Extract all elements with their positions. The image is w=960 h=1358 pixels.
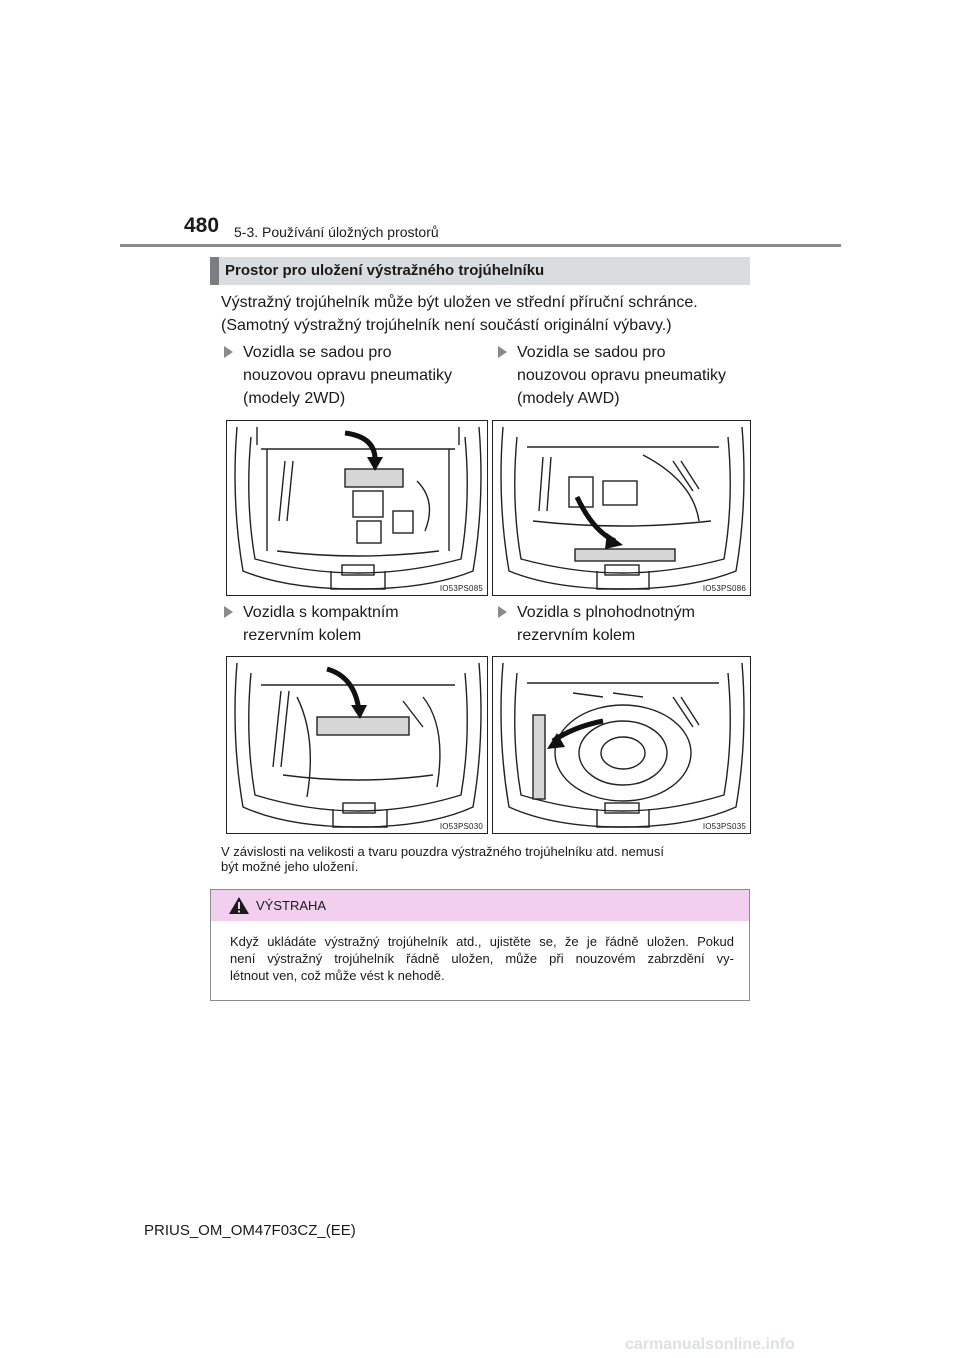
warning-header (211, 890, 749, 921)
figure-compact-spare (226, 656, 488, 834)
warning-box (210, 889, 750, 1001)
luggage-area-illustration (493, 657, 752, 835)
figure-code: IO53PS085 (439, 584, 483, 593)
bullet-triangle-icon (498, 346, 507, 358)
triangle-storage-slot (345, 469, 403, 487)
heading-stripe (210, 257, 219, 285)
bullet-triangle-icon (224, 346, 233, 358)
section-title: 5-3. Používání úložných prostorů (234, 224, 439, 240)
triangle-storage-slot (317, 717, 409, 735)
note-line-1: V závislosti na velikosti a tvaru pouzdra výstražného trojúhelníku atd. nemusí (221, 844, 664, 859)
page-number: 480 (184, 214, 220, 237)
luggage-area-illustration (493, 421, 752, 597)
pointer-arrow-icon (577, 497, 615, 541)
figure-code: IO53PS030 (439, 822, 483, 831)
warning-line-3: létnout ven, což může vést k nehodě. (230, 968, 445, 983)
variant-label-2wd: Vozidla se sadou pro nouzovou opravu pneumatiky (modely 2WD) (243, 341, 483, 410)
section-heading-text: Prostor pro uložení výstražného trojúhelníku (225, 262, 545, 279)
warning-line-2: není výstražný trojúhelník řádně uložen, může při nouzovém zabrzdění vy- (230, 951, 734, 966)
pointer-arrow-icon (553, 721, 603, 741)
header-rule (120, 244, 841, 247)
triangle-storage-slot (533, 715, 545, 799)
note-line-2: být možné jeho uložení. (221, 859, 359, 874)
figure-code: IO53PS035 (702, 822, 746, 831)
variant-label-full-spare: Vozidla s plnohodnotným rezervním kolem (517, 601, 757, 647)
figure-2wd (226, 420, 488, 596)
luggage-area-illustration (227, 657, 489, 835)
bullet-triangle-icon (224, 606, 233, 618)
bullet-triangle-icon (498, 606, 507, 618)
footer-watermark: carmanualsonline.info (625, 1336, 795, 1353)
intro-line-2: (Samotný výstražný trojúhelník není součástí originální výbavy.) (221, 317, 672, 334)
variant-label-compact-spare: Vozidla s kompaktním rezervním kolem (243, 601, 483, 647)
triangle-storage-slot (575, 549, 675, 561)
figure-awd (492, 420, 751, 596)
storage-note (221, 844, 751, 874)
warning-line-1: Když ukládáte výstražný trojúhelník atd., ujistěte se, že je řádně uložen. Pokud (230, 934, 734, 949)
warning-text (230, 933, 734, 984)
warning-triangle-icon (228, 896, 250, 915)
footer-doc-code: PRIUS_OM_OM47F03CZ_(EE) (144, 1222, 356, 1239)
variant-label-awd: Vozidla se sadou pro nouzovou opravu pneumatiky (modely AWD) (517, 341, 757, 410)
luggage-area-illustration (227, 421, 489, 597)
figure-code: IO53PS086 (702, 584, 746, 593)
arrow-head-icon (605, 533, 623, 549)
pointer-arrow-icon (327, 669, 359, 711)
figure-full-spare (492, 656, 751, 834)
intro-line-1: Výstražný trojúhelník může být uložen ve střední příruční schránce. (221, 294, 698, 311)
section-heading (210, 257, 750, 285)
warning-title: VÝSTRAHA (256, 898, 327, 913)
